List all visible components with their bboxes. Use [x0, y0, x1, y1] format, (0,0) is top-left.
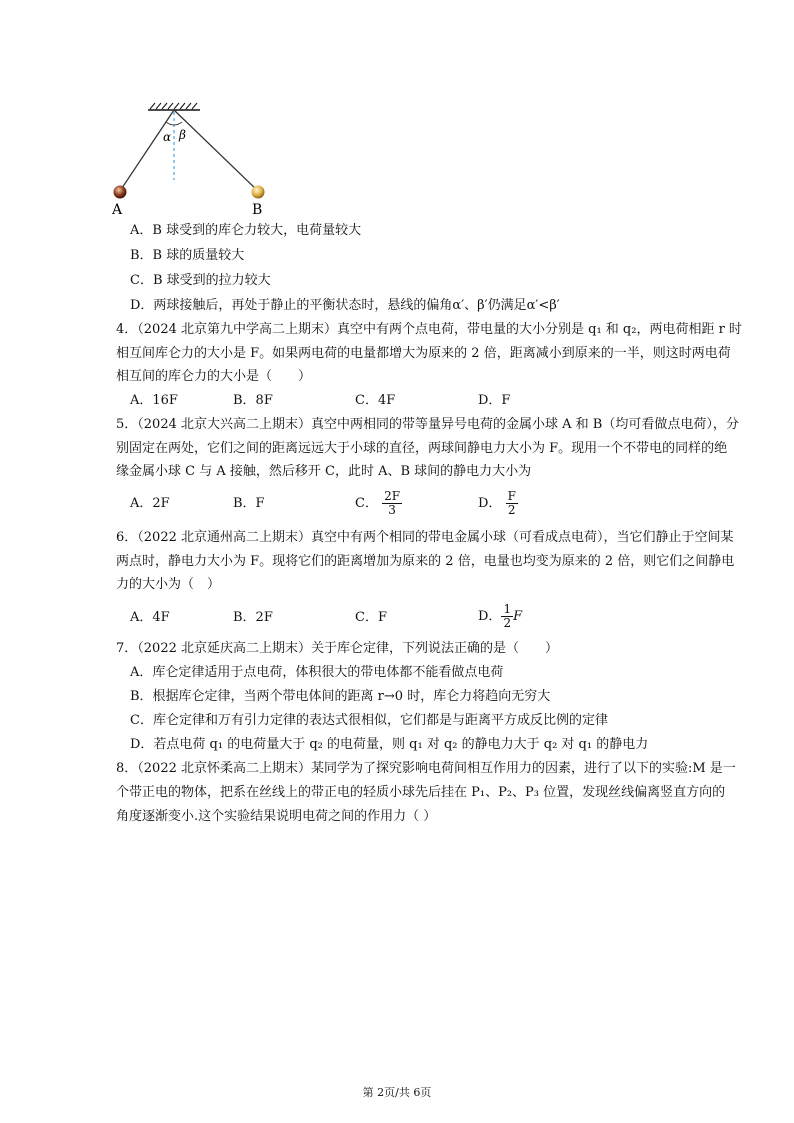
- ball-b-label: B: [252, 202, 263, 218]
- q4-option-c: C．4F: [355, 393, 396, 408]
- q5-option-d-fraction: $\frac{F}{2}$: [507, 489, 516, 517]
- pendulum-figure: [108, 100, 278, 220]
- q3-option-d: D．两球接触后，再处于静止的平衡状态时，悬线的偏角α′、β′仍满足α′<β′: [130, 298, 560, 313]
- q5-option-c: [355, 488, 402, 520]
- q8-line-1: 8．（2022 北京怀柔高二上期末）某同学为了探究影响电荷间相互作用力的因素，进行了以下的实验:M 是一: [116, 761, 736, 776]
- q5-line-2: 别固定在两处，它们之间的距离远远大于小球的直径，两球间静电力大小为 F。现用一个不带电的同样的绝: [116, 441, 728, 456]
- q5-line-1: 5．（2024 北京大兴高二上期末）真空中两相同的带等量异号电荷的金属小球 A 和 B（均可看做点电荷），分: [116, 417, 739, 432]
- q7-option-d: D．若点电荷 q₁ 的电荷量大于 q₂ 的电荷量，则 q₁ 对 q₂ 的静电力大于 q₂ 对 q₁ 的静电力: [130, 737, 649, 752]
- q4-option-b: B．8F: [233, 393, 273, 408]
- q4-line-1: 4．（2024 北京第九中学高二上期末）真空中有两个点电荷，带电量的大小分别是 q₁ 和 q₂，两电荷相距 r 时: [116, 322, 742, 337]
- q8-line-2: 个带正电的物体，把系在丝线上的带正电的轻质小球先后挂在 P₁、P₂、P₃ 位置，发现丝线偏离竖直方向的: [116, 785, 726, 800]
- q6-option-d-fraction: $\frac{1}{2}$: [503, 602, 512, 630]
- string-b: [174, 110, 258, 191]
- q5-option-d-label: D．: [478, 496, 502, 511]
- q6-option-b: B．2F: [233, 610, 273, 625]
- q4-line-3: 相互间的库仑力的大小是（ ）: [116, 369, 312, 384]
- q5-option-d: [478, 488, 518, 520]
- beta-label: β: [179, 128, 186, 142]
- q5-option-c-fraction: $\frac{2F}{3}$: [384, 489, 401, 517]
- q7-stem: 7．（2022 北京延庆高二上期末）关于库仑定律，下列说法正确的是（ ）: [116, 641, 558, 656]
- q6-line-1: 6．（2022 北京通州高二上期末）真空中有两个相同的带电金属小球（可看成点电荷），当它们静止于空间某: [116, 530, 734, 545]
- ball-a: [114, 186, 127, 199]
- ball-b: [252, 186, 265, 199]
- q4-option-a: A．16F: [130, 393, 178, 408]
- q5-option-a: A．2F: [130, 496, 170, 511]
- q4-line-2: 相互间库仑力的大小是 F。如果两电荷的电量都增大为原来的 2 倍，距离减小到原来的一半，则这时两电荷: [116, 346, 731, 361]
- q3-option-b: B．B 球的质量较大: [130, 248, 245, 263]
- q3-option-c: C．B 球受到的拉力较大: [130, 273, 271, 288]
- ball-a-label: A: [112, 202, 123, 218]
- q4-option-d: D．F: [478, 393, 511, 408]
- q6-option-a: A．4F: [130, 610, 170, 625]
- page-footer: 第 2页/共 6页: [362, 1086, 432, 1099]
- alpha-label: α: [163, 130, 172, 144]
- q5-option-c-label: C．: [355, 496, 378, 511]
- q5-option-b: B．F: [233, 496, 265, 511]
- q8-line-3: 角度逐渐变小.这个实验结果说明电荷之间的作用力（ ）: [116, 809, 437, 824]
- q6-line-3: 力的大小为（ ）: [116, 577, 221, 592]
- q3-option-a: A．B 球受到的库仑力较大，电荷量较大: [130, 223, 362, 238]
- q7-option-c: C．库仑定律和万有引力定律的表达式很相似，它们都是与距离平方成反比例的定律: [130, 713, 608, 728]
- q6-option-d-label: D．: [478, 609, 502, 624]
- q7-option-a: A．库仑定律适用于点电荷，体积很大的带电体都不能看做点电荷: [130, 665, 504, 680]
- q6-line-2: 两点时，静电力大小为 F。现将它们的距离增加为原来的 2 倍，电量也均变为原来的 2 倍，则它们之间静电: [116, 554, 735, 569]
- q7-option-b: B．根据库仑定律，当两个带电体间的距离 r→0 时，库仑力将趋向无穷大: [130, 689, 551, 704]
- q6-option-c: C．F: [355, 610, 387, 625]
- q6-option-d-suffix: F: [513, 609, 523, 624]
- q5-line-3: 缘金属小球 C 与 A 接触，然后移开 C，此时 A、B 球间的静电力大小为: [116, 464, 532, 479]
- q6-option-d: [478, 601, 522, 633]
